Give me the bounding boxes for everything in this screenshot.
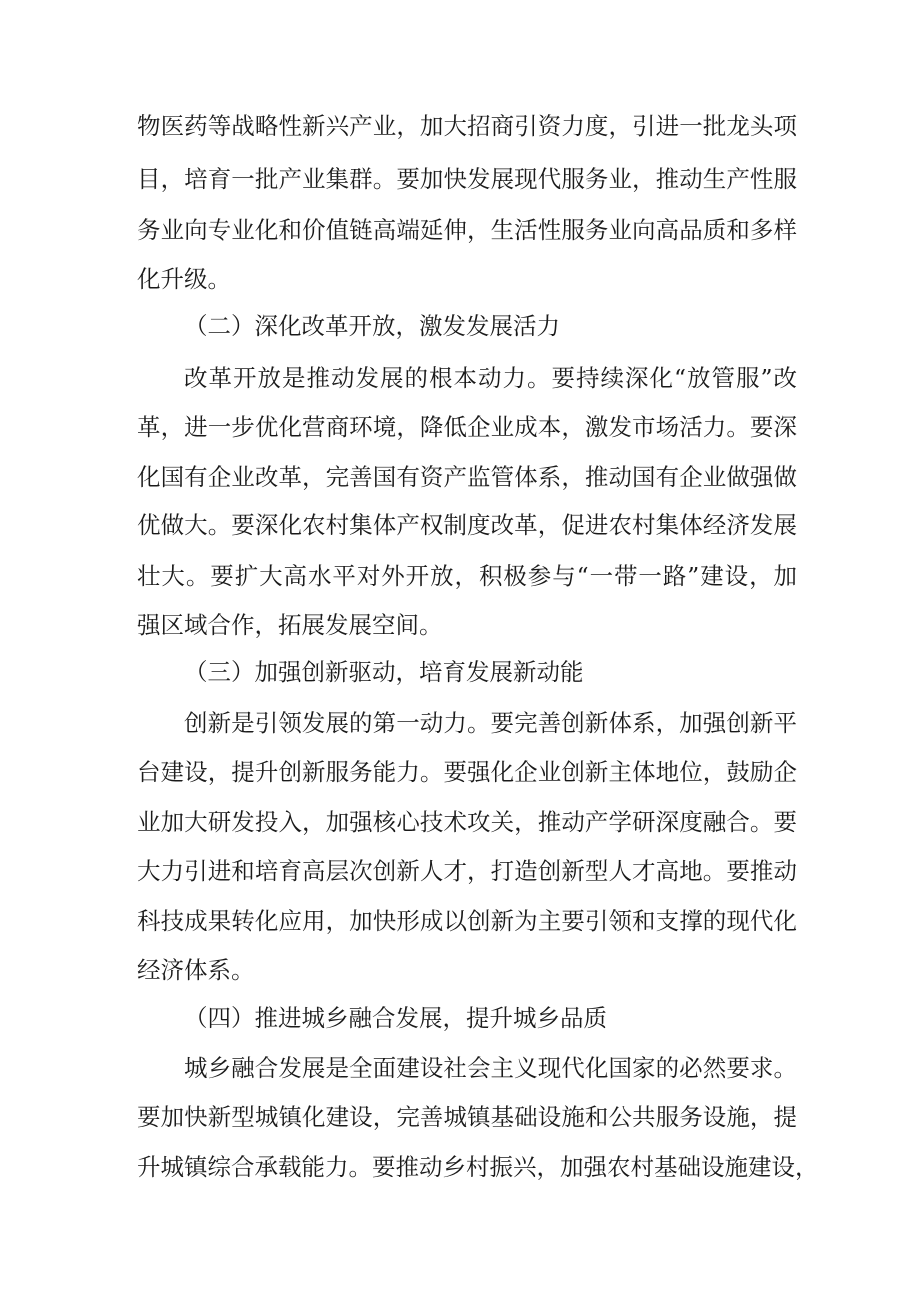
body-text-line: 物医药等战略性新兴产业，加大招商引资力度，引进一批龙头项 bbox=[137, 112, 797, 140]
body-text-line: 要加快新型城镇化建设，完善城镇基础设施和公共服务设施，提 bbox=[137, 1103, 797, 1131]
body-text-line: 强区域合作，拓展发展空间。 bbox=[137, 611, 443, 639]
section-heading-2: （二）深化改革开放，激发发展活力 bbox=[184, 312, 560, 340]
body-text-line: 城乡融合发展是全面建设社会主义现代化国家的必然要求。 bbox=[184, 1054, 797, 1082]
section-heading-4: （四）推进城乡融合发展，提升城乡品质 bbox=[184, 1004, 607, 1032]
body-text-line: 经济体系。 bbox=[137, 956, 255, 984]
body-text-line: 目，培育一批产业集群。要加快发展现代服务业，推动生产性服 bbox=[137, 165, 797, 193]
body-text-line: 壮大。要扩大高水平对外开放，积极参与“一带一路”建设，加 bbox=[137, 562, 797, 590]
body-text-line: 科技成果转化应用，加快形成以创新为主要引领和支撑的现代化 bbox=[137, 907, 797, 935]
body-text-line: 大力引进和培育高层次创新人才，打造创新型人才高地。要推动 bbox=[137, 857, 797, 885]
body-text-line: 化国有企业改革，完善国有资产监管体系，推动国有企业做强做 bbox=[137, 463, 797, 491]
section-heading-3: （三）加强创新驱动，培育发展新动能 bbox=[184, 658, 584, 686]
body-text-line: 优做大。要深化农村集体产权制度改革，促进农村集体经济发展 bbox=[137, 511, 797, 539]
body-text-line: 业加大研发投入，加强核心技术攻关，推动产学研深度融合。要 bbox=[137, 808, 797, 836]
body-text-line: 创新是引领发展的第一动力。要完善创新体系，加强创新平 bbox=[184, 709, 797, 737]
body-text-line: 升城镇综合承载能力。要推动乡村振兴，加强农村基础设施建设， bbox=[137, 1153, 819, 1181]
body-text-line: 台建设，提升创新服务能力。要强化企业创新主体地位，鼓励企 bbox=[137, 758, 797, 786]
body-text-line: 改革开放是推动发展的根本动力。要持续深化“放管服”改 bbox=[184, 364, 797, 392]
body-text-line: 革，进一步优化营商环境，降低企业成本，激发市场活力。要深 bbox=[137, 413, 797, 441]
body-text-line: 务业向专业化和价值链高端延伸，生活性服务业向高品质和多样 bbox=[137, 216, 797, 244]
body-text-line: 化升级。 bbox=[137, 265, 231, 293]
